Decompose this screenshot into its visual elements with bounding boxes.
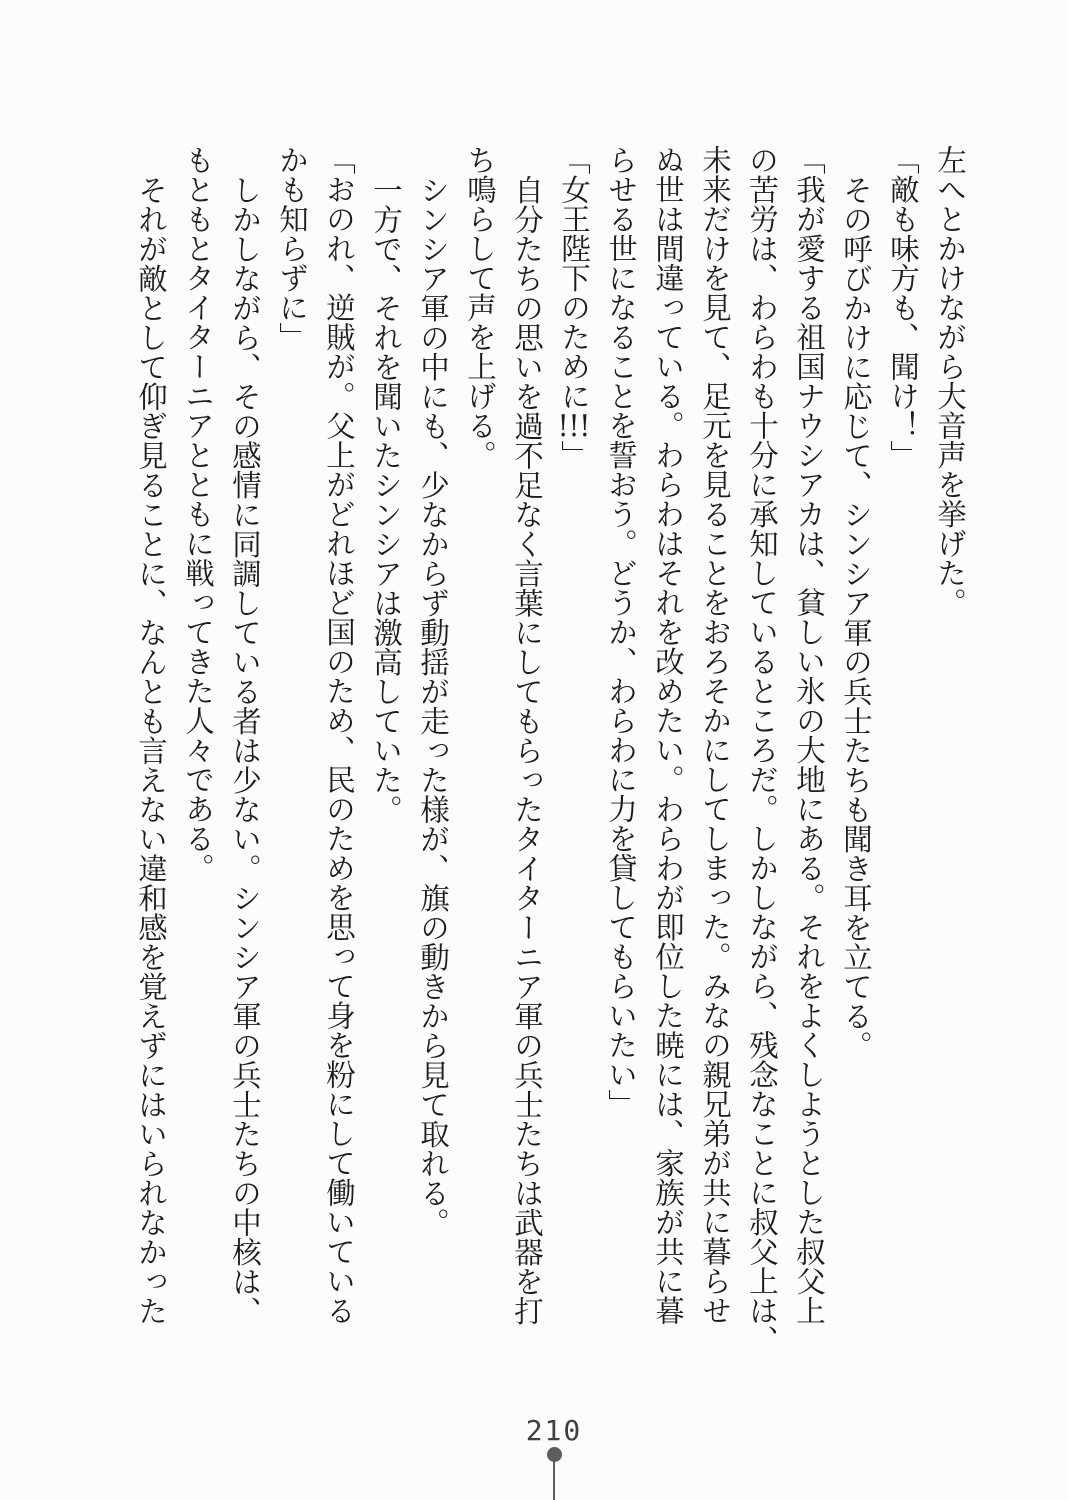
text-column: ち鳴らして声を上げる。	[463, 145, 497, 470]
text-column: その呼びかけに応じて、シンシア軍の兵士たちも聞き耳を立てる。	[839, 174, 873, 1060]
text-column: 「女王陛下のために!!!」	[557, 145, 591, 470]
footer-line-ornament	[553, 1458, 555, 1500]
text-column: シンシア軍の中にも、少なからず動揺が走った様が、旗の動きから見て取れる。	[416, 174, 450, 1237]
page-number: 210	[525, 1414, 583, 1447]
text-column: かも知らずに」	[275, 145, 309, 352]
text-column: ぬ世は間違っている。わらわはそれを改めたい。わらわが即位した暁には、家族が共に暮	[651, 145, 685, 1325]
text-column: もともとタイターニアとともに戦ってきた人々である。	[181, 145, 215, 883]
text-column: 「敵も味方も、聞け！」	[886, 145, 920, 470]
text-column: 「我が愛する祖国ナウシアカは、貧しい氷の大地にある。それをよくしようとした叔父上	[792, 145, 826, 1325]
text-body	[127, 145, 973, 1355]
tatechuyoko-exclamations: !!!	[557, 410, 591, 440]
text-column: 左へとかけながら大音声を挙げた。	[933, 145, 967, 617]
text-column: しかしながら、その感情に同調している者は少ない。シンシア軍の兵士たちの中核は、	[228, 174, 262, 1325]
text-column: 自分たちの思いを過不足なく言葉にしてもらったタイターニア軍の兵士たちは武器を打	[510, 174, 544, 1325]
text-column: らせる世になることを誓おう。どうか、わらわに力を貸してもらいたい」	[604, 145, 638, 1119]
text-column: それが敵として仰ぎ見ることに、なんとも言えない違和感を覚えずにはいられなかった	[134, 174, 168, 1325]
text-column: 一方で、それを聞いたシンシアは激高していた。	[369, 174, 403, 824]
text-column: 未来だけを見て、足元を見ることをおろそかにしてしまった。みなの親兄弟が共に暮らせ	[698, 145, 732, 1325]
text-column: の苦労は、わらわも十分に承知しているところだ。しかしながら、残念なことに叔父上は、	[745, 145, 779, 1355]
text-column: 「おのれ、逆賊が。父上がどれほど国のため、民のためを思って身を粉にして働いている	[322, 145, 356, 1325]
